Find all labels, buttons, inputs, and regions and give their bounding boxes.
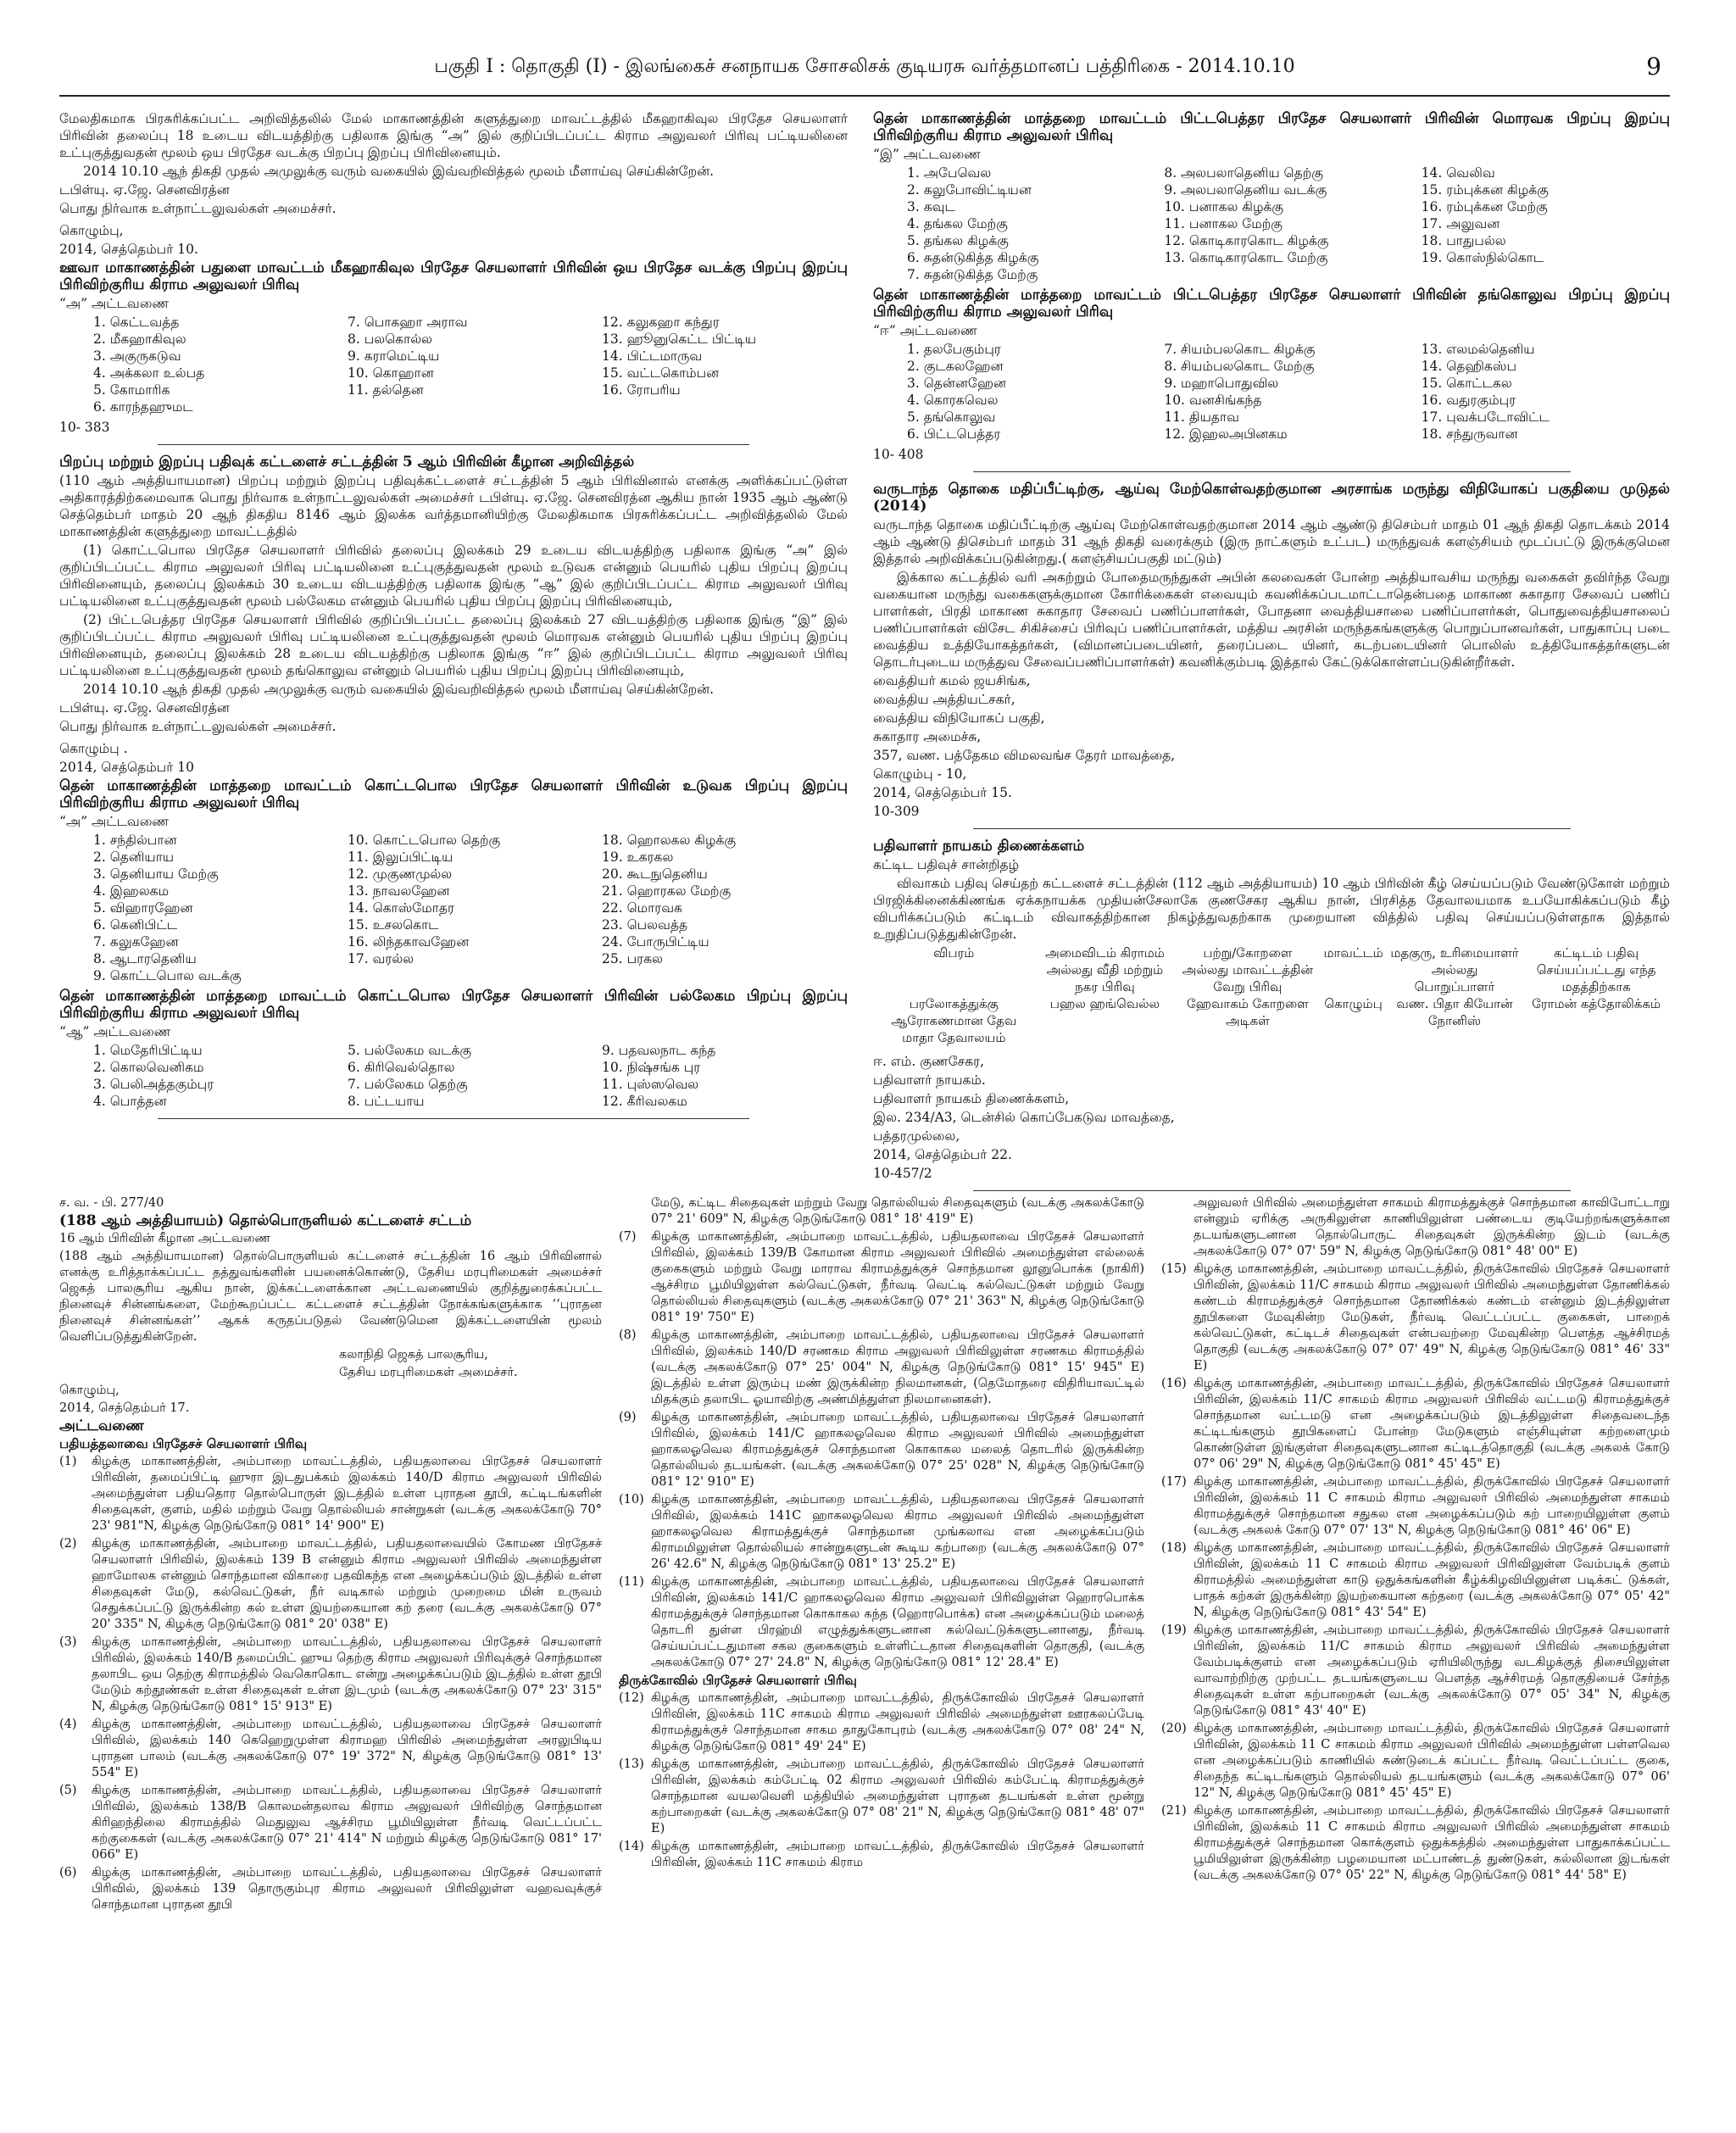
schedule-item bbox=[1161, 1623, 1670, 1719]
schedule-item bbox=[1161, 1376, 1670, 1473]
section-divider bbox=[158, 444, 749, 445]
section-subheading: 16 ஆம் பிரிவின் கீழான அட்டவணை bbox=[59, 1232, 270, 1245]
address-line: கொழும்பு - 10, bbox=[873, 766, 967, 782]
list-item: 21. ஹொரகல மேற்கு bbox=[602, 883, 732, 899]
section-divider bbox=[973, 828, 1571, 829]
item-text: கிழக்கு மாகாணத்தின், அம்பாறை மாவட்டத்தில், பதியதலாவை பிரதேசச் செயலாளர் பிரிவில், இலக்கம் 140 கெஹெறுமுள்ள கிராமஹ பிரிவில் அமைந்துள்ள அரலுபிடிய புராதன பாலம் (வடக்கு அகலக்கோடு 07° 19' 372" N, கிழக்கு நெடுங்கோடு 081° 13' 554" E) bbox=[92, 1718, 602, 1779]
item-number: (20) bbox=[1161, 1722, 1187, 1735]
list-item: 12. முகுணமுல்ல bbox=[348, 866, 453, 882]
table-cell: அமைவிடம் கிராமம் அல்லது வீதி மற்றும் நகர பிரிவு bbox=[1045, 945, 1165, 994]
section-subheading: திருக்கோவில் பிரதேசச் செயலாளர் பிரிவு bbox=[619, 1673, 857, 1688]
item-text: கிழக்கு மாகாணத்தின், அம்பாறை மாவட்டத்தில், பதியதலாவை பிரதேசச் செயலாளர் பிரிவின், இலக்கம் 141/C ஹாகலஓவெல கிராம அலுவலர் பிரிவிலுள்ள ஹொரபொக்க கிராமத்துக்குச் சொந்தமான கொகாகல கந்த (ஹொரபொக்க) என அழைக்கப்படும் மலைத் தொடரி துள்ள பிரஹ்மி எழுத்துக்களுடனான கல்வெட்டுக்களுடனானது, நீர்வடி செய்யப்பட்டதுமான சகல குகைகளும் உள்ளிட்டதான சிதைவுகளின் தொகுதி, (வடக்கு அகலக்கோடு 07° 27' 24.8" N, கிழக்கு நெடுங்கோடு 081° 12' 28.4" E) bbox=[651, 1575, 1144, 1669]
list-item: 4. அக்கலா உல்பத bbox=[93, 365, 205, 381]
list-item: 11. புஸ்ஸவெல bbox=[602, 1077, 699, 1092]
item-number: (14) bbox=[619, 1840, 644, 1853]
list-item: 7. சுதன்டுகித்த மேற்கு bbox=[907, 267, 1038, 282]
page-number: 9 bbox=[1646, 53, 1661, 81]
list-item: 2. கலுபோவிட்டியன bbox=[907, 182, 1032, 198]
list-item: 10. நிஷ்சங்க புர bbox=[602, 1060, 701, 1075]
list-item: 10. வனசிங்கந்த bbox=[1164, 393, 1262, 408]
item-text: கிழக்கு மாகாணத்தின், அம்பாறை மாவட்டத்தில், திருக்கோவில் பிரதேசச் செயலாளர் பிரிவின், இலக்கம் 11C சாகமம் கிராம அலுவலர் பிரிவில் அமைந்துள்ள ஊரகலப்பேடி கிராமத்துக்குச் சொந்தமான சாகம தாதுகோபுரம் (வடக்கு அகலக்கோடு 07° 08' 24" N, கிழக்கு நெடுங்கோடு 081° 49' 24" E) bbox=[651, 1691, 1144, 1753]
signature-title: பொது நிர்வாக உள்நாட்டலுவல்கள் அமைச்சர். bbox=[59, 201, 337, 216]
division-list bbox=[93, 1042, 848, 1110]
list-item: 9. அலபலாதெனிய வடக்கு bbox=[1164, 182, 1327, 198]
registration-table bbox=[873, 944, 1670, 1046]
signature-title: தேசிய மரபுரிமைகள் அமைச்சர். bbox=[339, 1366, 518, 1379]
list-item: 16. லிந்தகாவஹேன bbox=[348, 934, 470, 950]
list-item: 12. கலுகஹா கந்துர bbox=[602, 315, 720, 330]
schedule-item bbox=[619, 1229, 1144, 1326]
section-divider bbox=[973, 471, 1571, 472]
list-item: 16. ரோபரிய bbox=[602, 382, 681, 398]
schedule-item bbox=[59, 1536, 602, 1633]
schedule-item bbox=[1161, 1474, 1670, 1539]
list-item bbox=[602, 398, 848, 415]
section-heading: (188 ஆம் அத்தியாயம்) தொல்பொருளியல் கட்டளைச் சட்டம் bbox=[59, 1212, 472, 1229]
item-number: (1) bbox=[59, 1455, 77, 1468]
place: கொழும்பு, bbox=[59, 1384, 120, 1397]
schedule-item bbox=[619, 1690, 1144, 1755]
list-item: 1. அபேவெல bbox=[907, 165, 992, 181]
section-heading: தென் மாகாணத்தின் மாத்தறை மாவட்டம் கொட்டபொல பிரதேச செயலாளர் பிரிவின் பல்லேகம பிறப்பு இறப்பு பிரிவிற்குரிய கிராம அலுவலர் பிரிவு bbox=[59, 988, 848, 1022]
signature-name: வைத்தியர் கமல் ஜயசிங்க, bbox=[873, 673, 1031, 688]
list-item: 18. பாதுபல்ல bbox=[1421, 233, 1506, 248]
notice-paragraph: விவாகம் பதிவு செய்தற் கட்டளைச் சட்டத்தின் (112 ஆம் அத்தியாயம்) 10 ஆம் பிரிவின் கீழ் செய்யப்படும் வேண்டுகோள் மற்றும் பிரஜிக்கினைக்கிணங்க ஏக்கநாயக்க முதியன்சேலாகே குணசேகர ஆகிய நான், பிரசித்த தேவாலயமாக உபயோகிக்கப்படும் கீழ் விபரிக்கப்படும் கட்டிடம் விவாகத்திற்கான நிகழ்த்துவதற்காக முறையான வித்தில் பதிவு செய்யப்படுள்ளதாக இத்தால் உறுதிப்படுத்துகின்றேன். bbox=[873, 876, 1670, 942]
signature-title: பொது நிர்வாக உள்நாட்டலுவல்கள் அமைச்சர். bbox=[59, 719, 337, 734]
list-item: 24. போருபிட்டிய bbox=[602, 934, 709, 950]
list-item: 17. அலுவன bbox=[1421, 216, 1500, 231]
place: கொழும்பு . bbox=[59, 741, 128, 756]
list-item: 9. கராமெட்டிய bbox=[348, 348, 440, 364]
list-item: 7. பல்லேகம தெற்கு bbox=[348, 1077, 468, 1092]
table-cell: பஹல ஹங்வெல்ல bbox=[1049, 996, 1160, 1011]
signature-name: கலாநிதி ஜெகத் பாலசூரிய, bbox=[339, 1348, 488, 1362]
item-text: கிழக்கு மாகாணத்தின், அம்பாறை மாவட்டத்தில், திருக்கோவில் பிரதேசச் செயலாளர் பிரிவின், இலக்கம் கம்பேட்டி 02 கிராம அலுவலர் பிரிவில் கம்பேட்டி கிராமத்துக்குச் சொந்தமான வயலவெளி மத்தியில் அமைந்துள்ள புராதன தடயங்கள் உள்ள மூன்று கற்பாறைகள் (வடக்கு அகலக்கோடு 07° 08' 21" N, கிழக்கு நெடுங்கோடு 081° 48' 07" E) bbox=[651, 1757, 1144, 1835]
table-cell: கட்டிடம் பதிவு செய்யப்பட்டது எந்த மதத்திற்காக bbox=[1536, 945, 1656, 994]
signature-name: டபிள்யு. ஏ.ஜே. செனவிரத்ன bbox=[59, 182, 230, 198]
date: 2014, செத்தெம்பர் 10. bbox=[59, 242, 198, 257]
list-item: 9. மஹாபொதுவில bbox=[1164, 376, 1279, 391]
table-cell: விபரம் bbox=[933, 945, 975, 961]
notice-paragraph: (188 ஆம் அத்தியாயமான) தொல்பொருளியல் கட்டளைச் சட்டத்தின் 16 ஆம் பிரிவினால் எனக்கு உரித்தாக்கப்பட்ட தத்துவங்களின் பயனைக்கொண்டு, தேசிய மரபுரிமைகள் அமைச்சர் ஜெகத் பாலசூரிய ஆகிய நான், இக்கட்டளைக்கான அட்டவணையில் குறித்துரைக்கப்பட்ட நினைவுச் சின்னங்களை, மேற்கூறப்பட்ட கட்டளைச் சட்டத்தின் நோக்கங்களுக்காக ‘‘புராதன நினைவுச் சின்னங்கள்’’ ஆகக் கருதப்படுதல் வேண்டுமென இக்கட்டளையின் மூலம் வெளிப்படுத்துகின்றேன். bbox=[59, 1250, 602, 1344]
schedule-title: “ஆ” அட்டவணை bbox=[59, 1024, 171, 1039]
list-item: 17. வரல்ல bbox=[348, 951, 415, 966]
list-item: 11. தியதாவ bbox=[1164, 409, 1239, 425]
list-item: 4. தங்கல மேற்கு bbox=[907, 216, 1008, 231]
date: 2014, செத்தெம்பர் 10 bbox=[59, 760, 194, 775]
section-divider bbox=[973, 1190, 1571, 1191]
item-number: (5) bbox=[59, 1784, 77, 1797]
schedule-items bbox=[1161, 1261, 1670, 1884]
lower-column-1 bbox=[59, 1195, 602, 1915]
address-block bbox=[873, 710, 1670, 820]
schedule-title: “அ” அட்டவணை bbox=[59, 296, 170, 311]
address-line: 2014, செத்தெம்பர் 15. bbox=[873, 785, 1012, 800]
notice-paragraph: மேலதிகமாக பிரசுரிக்கப்பட்ட அறிவித்தலில் மேல் மாகாணத்தின் களுத்துறை மாவட்டத்தில் மீகஹாகிவுல பிரதேச செயலாளர் பிரிவின் தலைப்பு 18 உடைய விடயத்திற்கு பதிலாக இங்கு “அ” இல் குறிப்பிடப்பட்ட கிராம அலுவலர் பிரிவு பட்டியலினை உட்புகுத்துவதன் மூலம் ஒய பிரதேச வடக்கு பிறப்பு இறப்பு பிரிவினையும். bbox=[59, 111, 848, 160]
reference-code: ச. வ. - பி. 277/40 bbox=[59, 1196, 164, 1210]
division-list bbox=[907, 341, 1670, 443]
list-item: 15. உசலகொட bbox=[348, 917, 439, 933]
list-item: 7. சியம்பலகொட கிழக்கு bbox=[1164, 342, 1316, 357]
list-item: 16. வதுரகும்புர bbox=[1421, 393, 1516, 408]
address-line: சுகாதார அமைச்சு, bbox=[873, 729, 982, 744]
list-item: 11. பனாகல மேற்கு bbox=[1164, 216, 1283, 231]
division-list bbox=[907, 164, 1670, 283]
item-text: கிழக்கு மாகாணத்தின், அம்பாறை மாவட்டத்தில், பதியதலாவை பிரதேசச் செயலாளர் பிரிவில், இலக்கம் 140/B தமைப்பிட் ஹுய தெற்கு கிராம அலுவலர் பிரிவுக்குச் சொந்தமான தலாபிட ஒய தெற்கு கிராமத்தில் வெகொகொட என்று அழைக்கப்படும் இடத்தில் உள்ள தூபி மேடும் கற்தூண்கள் உள்ள சிதைவுகள் உள்ள இடமும் (வடக்கு அகலக்கோடு 07° 23' 315" N, கிழக்கு நெடுங்கோடு 081° 15' 913" E) bbox=[92, 1635, 602, 1713]
list-item: 6. சுதன்டுகித்த கிழக்கு bbox=[907, 250, 1039, 265]
item-number: (10) bbox=[619, 1493, 644, 1506]
list-item: 14. கொஸ்மோதர bbox=[348, 900, 454, 916]
schedule-item bbox=[59, 1454, 602, 1534]
signature-name: டபிள்யு. ஏ.ஜே. செனவிரத்ன bbox=[59, 700, 230, 716]
item-text: கிழக்கு மாகாணத்தின், அம்பாறை மாவட்டத்தில், திருக்கோவில் பிரதேசச் செயலாளர் பிரிவின், இலக்கம் 11/C சாகமம் கிராம அலுவலர் பிரிவில் அமைந்துள்ள வேம்படிக்குளம் என அழைக்கப்படும் ஏரியிலிருந்து வடகிழக்குத் திசையிலுள்ள வாவாற்றிற்கு முற்பட்ட தடயங்களுடைய பௌத்த ஆச்சிரமத் தொகுதியைச் சேர்ந்த சிதைவுகள் உள்ள கற்பாறைகள் (வடக்கு அகலக்கோடு 07° 05' 34" N, கிழக்கு நெடுங்கோடு 081° 43' 40" E) bbox=[1194, 1623, 1670, 1718]
address-line: 10-309 bbox=[873, 804, 920, 819]
list-item: 13. நாவலஹேன bbox=[348, 883, 450, 899]
item-number: (21) bbox=[1161, 1804, 1187, 1818]
section-heading: தென் மாகாணத்தின் மாத்தறை மாவட்டம் பிட்டபெத்தர பிரதேச செயலாளர் பிரிவின் மொரவக பிறப்பு இறப்பு பிரிவிற்குரிய கிராம அலுவலர் பிரிவு bbox=[873, 110, 1670, 144]
table-cell: வண. பிதா கியோன் நோனிஸ் bbox=[1396, 996, 1513, 1028]
list-item: 9. பதவலநாட கந்த bbox=[602, 1043, 716, 1058]
table-cell: பரலோகத்துக்கு ஆரோகணமான தேவ மாதா தேவாலயம் bbox=[891, 996, 1017, 1045]
item-number: (13) bbox=[619, 1757, 644, 1771]
schedule-title: அட்டவணை bbox=[59, 1417, 144, 1434]
item-text: கிழக்கு மாகாணத்தின், அம்பாறை மாவட்டத்தில், பதியதலாவையில் கோமண பிரதேசச் செயலாளர் பிரிவில், இலக்கம் 139 B என்னும் கிராம அலுவலர் பிரிவில் அமைந்துள்ள ஹாமோலக என்னும் சொந்தமான விகாரை பதவிகந்த என அழைக்கப்படும் இடத்தில் உள்ள சிதைவுகள் மேடு, கல்வெட்டுகள், நீர் வடிகால் மற்றும் முறைமை மின் உருவம் செதுக்கப்பட்டு இருக்கின்ற கல் உள்ள இயற்கையான கற் தரை (வடக்கு அகலக்கோடு 07° 20' 335" N, கிழக்கு நெடுங்கோடு 081° 20' 038" E) bbox=[92, 1537, 602, 1631]
item-number: (12) bbox=[619, 1691, 644, 1705]
list-item: 2. கொலவெனிகம bbox=[93, 1060, 204, 1075]
signature-name: ஈ. எம். குணசேகர, bbox=[873, 1054, 985, 1069]
right-upper-column bbox=[873, 110, 1670, 1200]
list-item: 7. பொகஹா அராவ bbox=[348, 315, 468, 330]
list-item bbox=[1164, 266, 1412, 283]
header-rule bbox=[59, 95, 1670, 97]
notice-paragraph: (2) பிட்டபெத்தர பிரதேச செயலாளர் பிரிவில் குறிப்பிடப்பட்ட தலைப்பு இலக்கம் 27 விடயத்திற்கு பதிலாக இங்கு “இ” இல் குறிப்பிடப்பட்ட கிராம அலுவலர் பிரிவு பட்டியலினை உட்புகுத்துவதன் மூலம் மொரவக என்னும் பெயரில் புதிய பிறப்பு இறப்பு பிரிவினையும், தலைப்பு இலக்கம் 28 உடைய விடயத்திற்கு பதிலாக இங்கு “ஈ” இல் குறிப்பிடப்பட்ட கிராம அலுவலர் பிரிவு பட்டியலினை உட்புகுத்துவதன் மூலம் தங்கொலுவ என்னும் பெயரில் புதிய பிறப்பு இறப்பு பிரிவினையும், bbox=[59, 612, 848, 678]
address-line: இல. 234/A3, டென்சில் கொப்பேகடுவ மாவத்தை, bbox=[873, 1110, 1175, 1125]
schedule-item bbox=[619, 1328, 1144, 1408]
table-cell: கொழும்பு bbox=[1324, 996, 1383, 1011]
item-text: கிழக்கு மாகாணத்தின், அம்பாறை மாவட்டத்தில், பதியதலாவை பிரதேசச் செயலாளர் பிரிவில், இலக்கம் 138/B கொலமன்தலாவ கிராம அலுவலர் பிரிவிற்கு சொந்தமான கிரிஹந்திலை கிராமத்தில் மெதுலுவ ஆச்சிரம பூமியிலுள்ள நீர்வடி வெட்டப்பட்ட கற்குகைகள் (வடக்கு அகலக்கோடு 07° 21' 414" N மற்றும் கிழக்கு நெடுங்கோடு 081° 17' 066" E) bbox=[92, 1784, 602, 1862]
schedule-item bbox=[1161, 1261, 1670, 1374]
schedule-items bbox=[59, 1454, 602, 1913]
list-item: 17. புவக்படோவிட்ட bbox=[1421, 409, 1550, 425]
notice-paragraph: 2014 10.10 ஆந் திகதி முதல் அமுலுக்கு வரும் வகையில் இவ்வறிவித்தல் மூலம் மீளாய்வு செய்கின்றேன். bbox=[83, 682, 715, 697]
reference-code: 10- 408 bbox=[873, 447, 924, 462]
list-item: 1. சந்தில்பான bbox=[93, 833, 177, 848]
schedule-item bbox=[1161, 1540, 1670, 1621]
list-item: 8. சியம்பலகொட மேற்கு bbox=[1164, 359, 1315, 374]
schedule-item bbox=[59, 1717, 602, 1781]
item-number: (7) bbox=[619, 1230, 637, 1244]
notice-paragraph: (1) கொட்டபொல பிரதேச செயலாளர் பிரிவில் தலைப்பு இலக்கம் 29 உடைய விடயத்திற்கு பதிலாக இங்கு “அ” இல் குறிப்பிடப்பட்ட கிராம அலுவலர் பிரிவு பட்டியலினை உட்புகுத்துவதன் மூலம் உடுவக என்னும் பெயரில் புதிய பிறப்பு இறப்பு பிரிவினையும், தலைப்பு இலக்கம் 30 உடைய விடயத்திற்கு பதிலாக இங்கு “ஆ” இல் குறிப்பிடப்பட்ட கிராம அலுவலர் பிரிவு பட்டியலினை உட்புகுத்துவதன் மூலம் பல்லேகம என்னும் பெயரில் புதிய பிறப்பு இறப்பு பிரிவினையும், bbox=[59, 543, 848, 609]
address-line: 2014, செத்தெம்பர் 22. bbox=[873, 1147, 1012, 1162]
schedule-item bbox=[59, 1865, 602, 1913]
reference-code: 10- 383 bbox=[59, 420, 110, 435]
list-item: 2. குடகலஹேன bbox=[907, 359, 1004, 374]
item-text: கிழக்கு மாகாணத்தின், அம்பாறை மாவட்டத்தில், திருக்கோவில் பிரதேசச் செயலாளர் பிரிவின், இலக்கம் 11 C சாகமம் கிராம அலுவலர் பிரிவில் அமைந்துள்ள சாகமம் கிராமத்துக்குச் சொந்தமான கொக்குளம் ஒதுக்கத்தில் அமைந்துள்ள பாதுகாக்கப்பட்ட பூமியிலுள்ள இருக்கின்ற பழமையான மட்பாண்டத் துண்டுகள், கல்லிலான இடங்கள் (வடக்கு அகலக்கோடு 07° 05' 22" N, கிழக்கு நெடுங்கோடு 081° 44' 58" E) bbox=[1194, 1804, 1670, 1882]
item-text: கிழக்கு மாகாணத்தின், அம்பாறை மாவட்டத்தில், பதியதலாவை பிரதேசச் செயலாளர் பிரிவில், இலக்கம் 139 தொருகும்புர கிராம அலுவலர் பிரிவிலுள்ள வஹவவுக்குச் சொந்தமான புராதன தூபி bbox=[92, 1866, 602, 1912]
schedule-item bbox=[59, 1635, 602, 1715]
schedule-title: “இ” அட்டவணை bbox=[873, 147, 981, 162]
item-text: கிழக்கு மாகாணத்தின், அம்பாறை மாவட்டத்தில், திருக்கோவில் பிரதேசச் செயலாளர் பிரிவின், இலக்கம் 11C சாகமம் கிராம bbox=[651, 1840, 1144, 1869]
schedule-item bbox=[619, 1757, 1144, 1837]
address-line: 10-457/2 bbox=[873, 1166, 932, 1181]
list-item: 13. எலமல்தெனிய bbox=[1421, 342, 1535, 357]
list-item: 11. இலுப்பிட்டிய bbox=[348, 849, 453, 865]
list-item: 1. மெதேரிபிட்டிய bbox=[93, 1043, 203, 1058]
item-number: (3) bbox=[59, 1635, 77, 1649]
section-heading: பிறப்பு மற்றும் இறப்பு பதிவுக் கட்டளைச் சட்டத்தின் 5 ஆம் பிரிவின் கீழான அறிவித்தல் bbox=[59, 454, 635, 471]
table-cell: மதகுரு, உரிமையாளர் அல்லது பொறுப்பாளர் bbox=[1390, 945, 1519, 994]
list-item: 5. கோமாரிக bbox=[93, 382, 170, 398]
division-list bbox=[93, 314, 848, 415]
schedule-item bbox=[619, 1839, 1144, 1871]
list-item bbox=[1422, 266, 1670, 283]
list-item: 10. பனாகல கிழக்கு bbox=[1164, 199, 1284, 214]
list-item: 4. பொத்தன bbox=[93, 1094, 167, 1109]
list-item: 5. தங்கொலுவ bbox=[907, 409, 996, 425]
schedule-item-text: மேடு, கட்டிட சிதைவுகள் மற்றும் வேறு தொல்லியல் சிதைவுகளும் (வடக்கு அகலக்கோடு 07° 21' 609" N, கிழக்கு நெடுங்கோடு 081° 18' 419" E) bbox=[651, 1196, 1144, 1226]
section-heading: தென் மாகாணத்தின் மாத்தறை மாவட்டம் கொட்டபொல பிரதேச செயலாளர் பிரிவின் உடுவக பிறப்பு இறப்பு பிரிவிற்குரிய கிராம அலுவலர் பிரிவு bbox=[59, 777, 848, 811]
list-item: 10. கொஹான bbox=[348, 365, 434, 381]
list-item: 3. பெலிஅத்தகும்புர bbox=[93, 1077, 214, 1092]
address-line: 357, வண. பத்தேகம விமலவங்ச தேரர் மாவத்தை, bbox=[873, 748, 1176, 763]
list-item: 8. பலகொல்ல bbox=[348, 331, 432, 347]
notice-paragraph: வருடாந்த தொகை மதிப்பீட்டிற்கு ஆய்வு மேற்கொள்வதற்குமான 2014 ஆம் ஆண்டு திசெம்பர் மாதம் 01 ஆந் திகதி தொடக்கம் 2014 ஆம் ஆண்டு திசெம்பர் மாதம் 31 ஆந் திகதி வரைக்கும் (இரு நாட்களும் உட்பட) மருந்துவக் களஞ்சியம் மூடப்பட்டு இருக்குமென இத்தால் அறிவிக்கப்படுகின்றது.( களஞ்சியப்பகுதி மட்டும்) bbox=[873, 517, 1670, 566]
item-text: கிழக்கு மாகாணத்தின், அம்பாறை மாவட்டத்தில், திருக்கோவில் பிரதேசச் செயலாளர் பிரிவின், இலக்கம் 11 C சாகமம் கிராம அலுவலர் பிரிவில் அமைந்துள்ள பள்ளவெல என அழைக்கப்படும் காணியில் சுண்டுடைக் கப்பட்ட நீர்வடி வெட்டப்பட்ட குகை, சிதைந்த கட்டிடங்களும் தொல்லியல் தடயங்களும் (வடக்கு அகலக்கோடு 07° 06' 12" N, கிழக்கு நெடுங்கோடு 081° 45' 45" E) bbox=[1194, 1722, 1670, 1800]
list-item: 20. கூடநுதெனிய bbox=[602, 866, 708, 882]
item-number: (11) bbox=[619, 1575, 644, 1589]
item-number: (8) bbox=[619, 1328, 637, 1342]
list-item: 14. பிட்டமாருவ bbox=[602, 348, 703, 364]
table-cell: பற்று/கோறளை அல்லது மாவட்டத்தின் வேறு பிரிவு bbox=[1182, 945, 1313, 994]
list-item: 5. விஹாரஹேன bbox=[93, 900, 193, 916]
header-title: பகுதி I : தொகுதி (I) - இலங்கைச் சனநாயக சோசலிசக் குடியரசு வர்த்தமானப் பத்திரிகை - 2014.10.10 bbox=[434, 56, 1295, 77]
item-number: (9) bbox=[619, 1411, 637, 1424]
list-item: 15. கொட்டகல bbox=[1421, 376, 1512, 391]
item-text: கிழக்கு மாகாணத்தின், அம்பாறை மாவட்டத்தில், பதியதலாவை பிரதேசச் செயலாளர் பிரிவில், இலக்கம் 139/B கோமான கிராம அலுவலர் பிரிவில் அமைந்துள்ள எல்லைக் குகைகளும் மற்றும் வேறு மாராவ கிராமத்துக்குச் சொந்தமான லூனுபொக்க (நாகிரி) ஆச்சிரம பூமியிலுள்ள கல்வெட்டுகள், நீர்வடி வெட்டி கல்வெட்டுகள் மற்றும் வேறு தொல்லியல் சிதைவுகளும் (வடக்கு அகலக்கோடு 07° 21' 363" N, கிழக்கு நெடுங்கோடு 081° 19' 750" E) bbox=[651, 1230, 1144, 1324]
notice-paragraph: (110 ஆம் அத்தியாயமான) பிறப்பு மற்றும் இறப்பு பதிவுக்கட்டளைச் சட்டத்தின் 5 ஆம் பிரிவினால் எனக்கு அளிக்கப்பட்டுள்ள அதிகாரத்திற்கமைவாக பொது நிர்வாக உள்நாட்டலுவல்கள் அமைச்சர் டபிள்யு. ஏ.ஜே. செனவிரத்ன ஆகிய நான் 1935 ஆம் ஆண்டு செத்தெம்பர் மாதம் 20 ஆந் திகதிய 8146 ஆம் இலக்க வர்த்தமானியிற்கு மேலதிகமாக பிரசுரிக்கப்பட்ட அறிவித்தலில் மேல் மாகாணத்தின் களுத்துறை மாவட்டத்தில் bbox=[59, 473, 848, 539]
item-number: (15) bbox=[1161, 1262, 1187, 1276]
item-number: (6) bbox=[59, 1866, 77, 1880]
item-text: கிழக்கு மாகாணத்தின், அம்பாறை மாவட்டத்தில், பதியதலாவை பிரதேசச் செயலாளர் பிரிவில், இலக்கம் 141/C ஹாகலஓவெல கிராம அலுவலர் பிரிவில் அமைந்துள்ள ஹாகலஓவெல கிராமத்துக்குச் சொந்தமான கொகாகல மலைத் தொடரில் இருக்கின்ற தொல்லியல் தடயங்கள். (வடக்கு அகலக்கோடு 07° 25' 028" N, கிழக்கு நெடுங்கோடு 081° 12' 910" E) bbox=[651, 1411, 1144, 1489]
item-number: (2) bbox=[59, 1537, 77, 1551]
section-subheading: பதியத்தலாவை பிரதேசச் செயலாளர் பிரிவு bbox=[59, 1436, 308, 1451]
list-item: 1. தலபேகும்புர bbox=[907, 342, 1001, 357]
left-upper-column bbox=[59, 110, 848, 1128]
list-item: 14. தெஹிகஸ்ப bbox=[1421, 359, 1516, 374]
item-text: கிழக்கு மாகாணத்தின், அம்பாறை மாவட்டத்தில், திருக்கோவில் பிரதேசச் செயலாளர் பிரிவின், இலக்கம் 11/C சாகமம் கிராம அலுவலர் பிரிவில் வட்டமடு கிராமத்துக்குச் சொந்தமான வட்டமடு என அழைக்கப்படும் இடத்திலுள்ள சிதைவடைந்த கட்டிடங்களும் தூபிகளைப் போன்ற மேடுகளும் எஞ்சியுள்ள கற்றளைமும் கொண்டுள்ள இங்குள்ள சிதைவுகளுடனான கட்டிடத்தொகுதி (வடக்கு அகலக் கோடு 07° 06' 29" N, கிழக்கு நெடுங்கோடு 081° 45' 45" E) bbox=[1194, 1377, 1670, 1471]
list-item: 6. காரந்தஹுமட bbox=[93, 399, 193, 415]
list-item: 13. கொடிகாரகொட மேற்கு bbox=[1164, 250, 1328, 265]
list-item: 12. இஹலஅபினகம bbox=[1164, 426, 1288, 442]
item-text: கிழக்கு மாகாணத்தின், அம்பாறை மாவட்டத்தில், பதியதலாவை பிரதேசச் செயலாளர் பிரிவில், இலக்கம் 140/D சரணகம கிராம அலுவலர் பிரிவிலுள்ள சரணகம கிராமத்தில் (வடக்கு அகலக்கோடு 07° 25' 004" N, கிழக்கு நெடுங்கோடு 081° 15' 945" E) இடத்தில் உள்ள இரும்பு மண் இருக்கின்ற நிலமானகள், (தெமோதரை விதிரியாவட்டில் மிதக்கும் தலாபிட ஓயாவிற்கு அண்மித்துள்ள நிலமானைகள்). bbox=[651, 1328, 1144, 1406]
list-item: 14. வெலிவ bbox=[1421, 165, 1495, 181]
list-item: 12. கொடிகாரகொட கிழக்கு bbox=[1164, 233, 1329, 248]
section-heading: வருடாந்த தொகை மதிப்பீட்டிற்கு, ஆய்வு மேற்கொள்வதற்குமான அரசாங்க மருந்து விநியோகப் பகுதியை முடுதல் (2014) bbox=[873, 481, 1670, 515]
list-item bbox=[602, 967, 848, 984]
list-item: 2. மீகஹாகிவுல bbox=[93, 331, 186, 347]
list-item: 19. கொஸ்நில்கொட bbox=[1421, 250, 1544, 265]
section-divider bbox=[158, 1118, 749, 1119]
signature-title: பதிவாளர் நாயகம். bbox=[873, 1072, 986, 1088]
list-item: 18. ஹொலகல கிழக்கு bbox=[602, 833, 737, 848]
list-item: 9. கொட்டபொல வடக்கு bbox=[93, 968, 242, 983]
list-item: 18. சந்துருவான bbox=[1421, 426, 1518, 442]
list-item: 6. கெனிபிட்ட bbox=[93, 917, 178, 933]
list-item: 25. பரகல bbox=[602, 951, 663, 966]
list-item: 5. தங்கல கிழக்கு bbox=[907, 233, 1009, 248]
schedule-items bbox=[619, 1229, 1144, 1671]
address-line: பதிவாளர் நாயகம் திணைக்களம், bbox=[873, 1091, 1070, 1106]
list-item: 10. கொட்டபொல தெற்கு bbox=[348, 833, 501, 848]
item-number: (16) bbox=[1161, 1377, 1187, 1390]
list-item: 13. ஹூனுகெட்ட பிட்டிய bbox=[602, 331, 756, 347]
list-item: 3. அகுருகடுவ bbox=[93, 348, 181, 364]
schedule-item bbox=[1161, 1721, 1670, 1802]
list-item bbox=[348, 398, 593, 415]
schedule-item bbox=[619, 1492, 1144, 1573]
schedule-title: “அ” அட்டவணை bbox=[59, 814, 170, 829]
section-heading: ஊவா மாகாணத்தின் பதுளை மாவட்டம் மீகஹாகிவுல பிரதேச செயலாளர் பிரிவின் ஒய பிரதேச வடக்கு பிறப்பு இறப்பு பிரிவிற்குரிய கிராம அலுவலர் பிரிவு bbox=[59, 259, 848, 293]
schedule-item bbox=[1161, 1803, 1670, 1884]
list-item: 3. தெனியாய மேற்கு bbox=[93, 866, 219, 882]
address-line: பத்தரமுல்லை, bbox=[873, 1128, 960, 1144]
item-number: (19) bbox=[1161, 1623, 1187, 1637]
notice-paragraph: இக்கால கட்டத்தில் வரி அகற்றும் போதைமருந்துகள் அபின் கலவைகள் போன்ற அத்தியாவசிய மருந்து வகைகள் தவிர்ந்த வேறு வகையான மருந்து வகைகளுக்குமான கோரிக்கைகள் எவையும் கவனிக்கப்படமாட்டாதென்பதை மாகாண சுகாதார சேவைப் பணிப் பாளர்கள், பிரதி மாகாண சுகாதார சேவைப் பணிப்பாளர்கள், போதனா வைத்தியசாலை பணிப்பாளர்கள், பொதுவைத்தியசாலைப் பணிப்பாளர்கள் விசேட சிகிச்சைப் பிரிவுப் பணிப்பாளர்கள், மத்திய அரசின் மருந்தகங்களுக்கு பொறுப்பானவர்கள், பாதுகாப்பு படை வைத்திய உத்தியோகத்தர்கள், (விமானப்படையினர், தரைப்படை யினர், கடற்படையினர் பொலிஸ் உத்தியோகத்தர்களுடன் தொடர்புடைய மருத்துவ சேவைப்பணிப்பாளர்கள்) கவனிக்கும்படி இத்தால் கேட்டுக்கொள்ளப்படுகின்றீர்கள். bbox=[873, 570, 1670, 670]
item-text: கிழக்கு மாகாணத்தின், அம்பாறை மாவட்டத்தில், பதியதலாவை பிரதேசச் செயலாளர் பிரிவின், தமைப்பிட்டி ஹுரா இடதுபக்கம் இலக்கம் 140/D கிராம அலுவலர் பிரிவில் அமைந்துள்ள பதியதொர தொல்பொருள் இடத்தில் உள்ள புராதன தூபி, கட்டிடங்களின் சிதைவுகள், குளம், மதில் மற்றும் வேறு தொல்லியல் சான்றுகள் (வடக்கு அகலக்கோடு 70° 23' 981"N, கிழக்கு நெடுங்கோடு 081° 14' 900" E) bbox=[92, 1455, 602, 1533]
schedule-items bbox=[619, 1690, 1144, 1871]
address-block bbox=[873, 1090, 1670, 1182]
gazette-header bbox=[59, 53, 1670, 90]
signature-title: வைத்திய அத்தியட்சகர், bbox=[873, 692, 1015, 707]
address-line: வைத்திய விநியோகப் பகுதி, bbox=[873, 710, 1045, 726]
schedule-item-text: அலுவலர் பிரிவில் அமைந்துள்ள சாகமம் கிராமத்துக்குச் சொந்தமான காவிபோட்டாறு என்னும் ஏரிக்கு அருகிலுள்ள காணியிலுள்ள பண்டைய குடியேற்றங்களுக்கான தடயங்களுடனான தொல்பொருட் சிதைவுகள் இருக்கின்ற இடம் (வடக்கு அகலக்கோடு 07° 07' 59" N, கிழக்கு நெடுங்கோடு 081° 48' 00" E) bbox=[1194, 1196, 1670, 1258]
list-item: 8. ஆடாரதெனிய bbox=[93, 951, 197, 966]
item-text: கிழக்கு மாகாணத்தின், அம்பாறை மாவட்டத்தில், திருக்கோவில் பிரதேசச் செயலாளர் பிரிவின், இலக்கம் 11 C சாகமம் கிராம அலுவலர் பிரிவில் அமைந்துள்ள சாகமம் கிராமத்துக்குச் சொந்தமான சதுகல என அழைக்கப்படும் கற் பாறையிலுள்ள குளம் (வடக்கு அகலக் கோடு 07° 07' 13" N, கிழக்கு நெடுங்கோடு 081° 46' 06" E) bbox=[1194, 1475, 1670, 1537]
list-item: 12. கீரிவலகம bbox=[602, 1094, 687, 1109]
table-cell: ரோமன் கத்தோலிக்கம் bbox=[1532, 996, 1661, 1011]
date: 2014, செத்தெம்பர் 17. bbox=[59, 1401, 190, 1415]
item-number: (4) bbox=[59, 1718, 77, 1731]
list-item: 3. தென்னஹேன bbox=[907, 376, 1006, 391]
list-item: 23. பெலவத்த bbox=[602, 917, 688, 933]
list-item: 16. ரம்புக்கன மேற்கு bbox=[1421, 199, 1548, 214]
schedule-title: “ஈ” அட்டவணை bbox=[873, 323, 977, 338]
section-subheading: கட்டிட பதிவுச் சான்றிதழ் bbox=[873, 857, 1020, 872]
list-item bbox=[348, 967, 593, 984]
schedule-item bbox=[59, 1783, 602, 1863]
list-item: 8. பட்டயாய bbox=[348, 1094, 425, 1109]
place: கொழும்பு, bbox=[59, 223, 124, 238]
table-cell: மாவட்டம் bbox=[1323, 945, 1383, 961]
table-header-row bbox=[873, 944, 1670, 995]
section-heading: தென் மாகாணத்தின் மாத்தறை மாவட்டம் பிட்டபெத்தர பிரதேச செயலாளர் பிரிவின் தங்கொலுவ பிறப்பு இறப்பு பிரிவிற்குரிய கிராம அலுவலர் பிரிவு bbox=[873, 287, 1670, 320]
list-item: 3. கவுட bbox=[907, 199, 955, 214]
item-text: கிழக்கு மாகாணத்தின், அம்பாறை மாவட்டத்தில், திருக்கோவில் பிரதேசச் செயலாளர் பிரிவின், இலக்கம் 11 C சாகமம் கிராம அலுவலர் பிரிவிலுள்ள வேம்படிக் குளம் கிராமத்தில் அமைந்துள்ள காடு ஒதுக்கங்களின் கீழ்க்கிழவியினுள்ள படிக்கட் டுக்கள், பாதக் கற்கள் இருக்கின்ற இயற்கையான கற்தரை (வடக்கு அகலக்கோடு 07° 05' 42" N, கிழக்கு நெடுங்கோடு 081° 43' 54" E) bbox=[1194, 1541, 1670, 1619]
schedule-item bbox=[619, 1410, 1144, 1490]
list-item: 15. வட்டகொம்பன bbox=[602, 365, 720, 381]
list-item: 2. தெனியாய bbox=[93, 849, 175, 865]
list-item: 4. கொரகவெல bbox=[907, 393, 999, 408]
list-item: 19. உகரகல bbox=[602, 849, 674, 865]
list-item: 1. கெட்டவத்த bbox=[93, 315, 180, 330]
list-item: 15. ரம்புக்கன கிழக்கு bbox=[1421, 182, 1549, 198]
list-item: 5. பல்லேகம வடக்கு bbox=[348, 1043, 472, 1058]
list-item: 11. தல்தென bbox=[348, 382, 424, 398]
section-heading: பதிவாளர் நாயகம் திணைக்களம் bbox=[873, 838, 1085, 855]
list-item: 22. மொரவக bbox=[602, 900, 682, 916]
list-item: 4. இஹலகம bbox=[93, 883, 170, 899]
list-item: 6. கிரிவெல்தொல bbox=[348, 1060, 455, 1075]
lower-column-3 bbox=[1161, 1195, 1670, 1885]
item-text: கிழக்கு மாகாணத்தின், அம்பாறை மாவட்டத்தில், பதியதலாவை பிரதேசச் செயலாளர் பிரிவில், இலக்கம் 141C ஹாகலஓவெல கிராம அலுவலர் பிரிவில் அமைந்துள்ள ஹாகலஓவெல கிராமத்துக்குச் சொந்தமான முங்கலாவ என அழைக்கப்படும் கிராமமிலுள்ள தொல்லியல் சான்றுகளுடன் கூடிய கற்பாறை (வடக்கு அகலக்கோடு 07° 26' 42.6" N, கிழக்கு நெடுங்கோடு 081° 13' 25.2" E) bbox=[651, 1493, 1144, 1571]
list-item: 7. கலுகஹேன bbox=[93, 934, 179, 950]
list-item: 8. அலபலாதெனிய தெற்கு bbox=[1164, 165, 1323, 181]
division-list bbox=[93, 832, 848, 984]
schedule-item bbox=[619, 1574, 1144, 1671]
item-number: (18) bbox=[1161, 1541, 1187, 1555]
notice-paragraph: 2014 10.10 ஆந் திகதி முதல் அமுலுக்கு வரும் வகையில் இவ்வறிவித்தல் மூலம் மீளாய்வு செய்கின்றேன். bbox=[83, 164, 715, 179]
list-item: 6. பிட்டபெத்தர bbox=[907, 426, 1001, 442]
table-row bbox=[873, 995, 1670, 1046]
item-number: (17) bbox=[1161, 1475, 1187, 1489]
item-text: கிழக்கு மாகாணத்தின், அம்பாறை மாவட்டத்தில், திருக்கோவில் பிரதேசச் செயலாளர் பிரிவின், இலக்கம் 11/C சாகமம் கிராம அலுவலர் பிரிவில் அமைந்துள்ள தோணிக்கல் கண்டம் கிராமத்துக்குச் சொந்தமான தோணிக்கல் கண்டம் என்னும் இடத்திலுள்ள தூபிகளை மேவுகின்ற மேடுகள், நீர்வடி வெட்டப்பட்ட குகைகள், பாறைக் கல்வெட்டுகள், கட்டிடச் சிதைவுகள் என்பவற்றை மேவுகின்ற பௌத்த ஆச்சிரமத் தொகுதி (வடக்கு அகலக்கோடு 07° 07' 49" N, கிழக்கு நெடுங்கோடு 081° 46' 33" E) bbox=[1194, 1262, 1670, 1373]
table-cell: ஹேவாகம் கோறளை அடிகள் bbox=[1187, 996, 1309, 1028]
lower-column-2 bbox=[619, 1195, 1144, 1873]
